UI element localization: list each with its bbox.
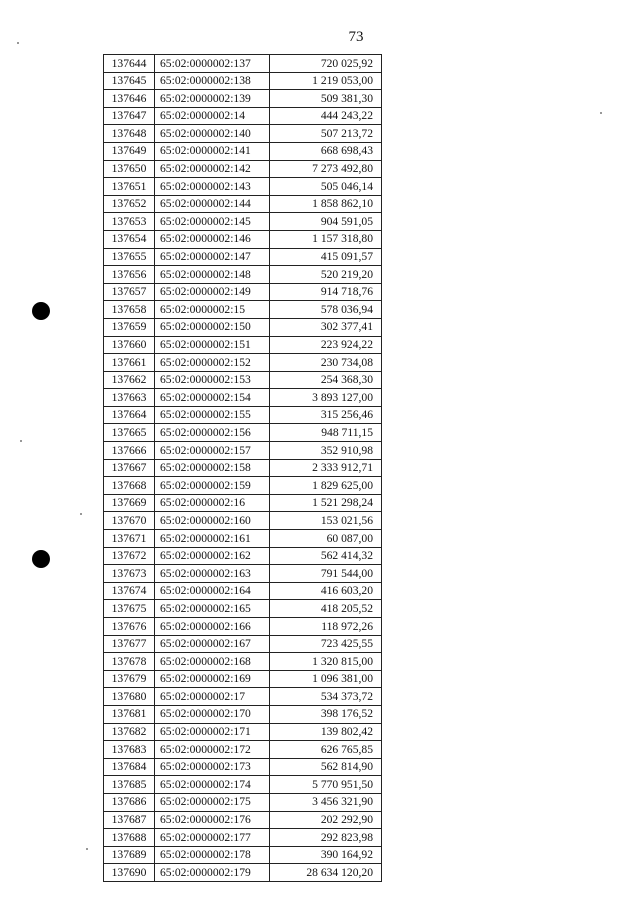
table-row: [104, 107, 382, 125]
cadastral-number-cell: 65:02:0000002:166: [155, 618, 270, 636]
row-id-cell: 137656: [104, 266, 155, 284]
cadastral-number-cell: 65:02:0000002:176: [155, 811, 270, 829]
row-id-cell: 137652: [104, 195, 155, 213]
value-cell: 398 176,52: [270, 705, 382, 723]
scan-speck: [86, 848, 88, 850]
table-row: [104, 318, 382, 336]
value-cell: 2 333 912,71: [270, 459, 382, 477]
row-id-cell: 137669: [104, 494, 155, 512]
row-id-cell: 137664: [104, 406, 155, 424]
value-cell: 520 219,20: [270, 266, 382, 284]
row-id-cell: 137665: [104, 424, 155, 442]
cadastral-number-cell: 65:02:0000002:138: [155, 72, 270, 90]
cadastral-number-cell: 65:02:0000002:155: [155, 406, 270, 424]
table-row: [104, 459, 382, 477]
row-id-cell: 137653: [104, 213, 155, 231]
table-row: [104, 705, 382, 723]
value-cell: 7 273 492,80: [270, 160, 382, 178]
value-cell: 230 734,08: [270, 354, 382, 372]
value-cell: 1 521 298,24: [270, 494, 382, 512]
cadastral-number-cell: 65:02:0000002:147: [155, 248, 270, 266]
table-row: [104, 72, 382, 90]
table-row: [104, 55, 382, 73]
value-cell: 292 823,98: [270, 829, 382, 847]
table-row: [104, 723, 382, 741]
value-cell: 720 025,92: [270, 55, 382, 73]
row-id-cell: 137678: [104, 653, 155, 671]
row-id-cell: 137685: [104, 776, 155, 794]
table-row: [104, 494, 382, 512]
cadastral-number-cell: 65:02:0000002:170: [155, 705, 270, 723]
row-id-cell: 137674: [104, 582, 155, 600]
cadastral-number-cell: 65:02:0000002:149: [155, 283, 270, 301]
table-body: [104, 55, 382, 882]
row-id-cell: 137658: [104, 301, 155, 319]
value-cell: 139 802,42: [270, 723, 382, 741]
cadastral-number-cell: 65:02:0000002:174: [155, 776, 270, 794]
table-row: [104, 741, 382, 759]
row-id-cell: 137679: [104, 670, 155, 688]
scan-speck: [20, 440, 22, 442]
table-row: [104, 283, 382, 301]
cadastral-number-cell: 65:02:0000002:164: [155, 582, 270, 600]
row-id-cell: 137690: [104, 864, 155, 882]
table-row: [104, 371, 382, 389]
value-cell: 352 910,98: [270, 442, 382, 460]
cadastral-number-cell: 65:02:0000002:153: [155, 371, 270, 389]
table-row: [104, 811, 382, 829]
table-row: [104, 688, 382, 706]
cadastral-number-cell: 65:02:0000002:177: [155, 829, 270, 847]
table-row: [104, 653, 382, 671]
value-cell: 444 243,22: [270, 107, 382, 125]
cadastral-number-cell: 65:02:0000002:163: [155, 565, 270, 583]
row-id-cell: 137654: [104, 230, 155, 248]
table-row: [104, 424, 382, 442]
cadastral-number-cell: 65:02:0000002:171: [155, 723, 270, 741]
cadastral-number-cell: 65:02:0000002:167: [155, 635, 270, 653]
cadastral-number-cell: 65:02:0000002:17: [155, 688, 270, 706]
punch-hole-top: [32, 302, 50, 320]
cadastral-number-cell: 65:02:0000002:158: [155, 459, 270, 477]
value-cell: 791 544,00: [270, 565, 382, 583]
row-id-cell: 137680: [104, 688, 155, 706]
table-row: [104, 776, 382, 794]
table-row: [104, 195, 382, 213]
page-number: 73: [348, 29, 364, 45]
value-cell: 3 893 127,00: [270, 389, 382, 407]
table-row: [104, 846, 382, 864]
table-row: [104, 758, 382, 776]
cadastral-number-cell: 65:02:0000002:173: [155, 758, 270, 776]
value-cell: 578 036,94: [270, 301, 382, 319]
cadastral-number-cell: 65:02:0000002:157: [155, 442, 270, 460]
row-id-cell: 137675: [104, 600, 155, 618]
value-cell: 723 425,55: [270, 635, 382, 653]
row-id-cell: 137651: [104, 178, 155, 196]
value-cell: 668 698,43: [270, 142, 382, 160]
cadastral-number-cell: 65:02:0000002:154: [155, 389, 270, 407]
value-cell: 505 046,14: [270, 178, 382, 196]
cadastral-number-cell: 65:02:0000002:141: [155, 142, 270, 160]
table-row: [104, 125, 382, 143]
value-cell: 390 164,92: [270, 846, 382, 864]
row-id-cell: 137655: [104, 248, 155, 266]
cadastral-number-cell: 65:02:0000002:14: [155, 107, 270, 125]
row-id-cell: 137687: [104, 811, 155, 829]
row-id-cell: 137686: [104, 793, 155, 811]
cadastral-number-cell: 65:02:0000002:146: [155, 230, 270, 248]
cadastral-number-cell: 65:02:0000002:156: [155, 424, 270, 442]
table-row: [104, 864, 382, 882]
cadastral-number-cell: 65:02:0000002:160: [155, 512, 270, 530]
table-row: [104, 230, 382, 248]
cadastral-number-cell: 65:02:0000002:172: [155, 741, 270, 759]
value-cell: 1 219 053,00: [270, 72, 382, 90]
scan-speck: [80, 513, 82, 515]
row-id-cell: 137677: [104, 635, 155, 653]
value-cell: 1 829 625,00: [270, 477, 382, 495]
table-row: [104, 670, 382, 688]
cadastral-number-cell: 65:02:0000002:165: [155, 600, 270, 618]
row-id-cell: 137671: [104, 530, 155, 548]
value-cell: 302 377,41: [270, 318, 382, 336]
table-row: [104, 213, 382, 231]
row-id-cell: 137667: [104, 459, 155, 477]
table-row: [104, 248, 382, 266]
cadastral-number-cell: 65:02:0000002:151: [155, 336, 270, 354]
row-id-cell: 137649: [104, 142, 155, 160]
row-id-cell: 137668: [104, 477, 155, 495]
value-cell: 315 256,46: [270, 406, 382, 424]
value-cell: 5 770 951,50: [270, 776, 382, 794]
table-row: [104, 600, 382, 618]
punch-hole-bottom: [32, 550, 50, 568]
row-id-cell: 137684: [104, 758, 155, 776]
row-id-cell: 137681: [104, 705, 155, 723]
value-cell: 534 373,72: [270, 688, 382, 706]
cadastral-number-cell: 65:02:0000002:15: [155, 301, 270, 319]
value-cell: 60 087,00: [270, 530, 382, 548]
row-id-cell: 137648: [104, 125, 155, 143]
table-row: [104, 301, 382, 319]
value-cell: 254 368,30: [270, 371, 382, 389]
table-row: [104, 477, 382, 495]
value-cell: 1 157 318,80: [270, 230, 382, 248]
row-id-cell: 137657: [104, 283, 155, 301]
cadastral-number-cell: 65:02:0000002:162: [155, 547, 270, 565]
table-row: [104, 178, 382, 196]
value-cell: 416 603,20: [270, 582, 382, 600]
table-row: [104, 142, 382, 160]
cadastral-number-cell: 65:02:0000002:137: [155, 55, 270, 73]
cadastral-number-cell: 65:02:0000002:169: [155, 670, 270, 688]
table-row: [104, 618, 382, 636]
row-id-cell: 137673: [104, 565, 155, 583]
value-cell: 904 591,05: [270, 213, 382, 231]
row-id-cell: 137650: [104, 160, 155, 178]
table-row: [104, 160, 382, 178]
table-row: [104, 389, 382, 407]
cadastral-number-cell: 65:02:0000002:143: [155, 178, 270, 196]
row-id-cell: 137672: [104, 547, 155, 565]
table-row: [104, 354, 382, 372]
scan-speck: [600, 112, 602, 114]
value-cell: 202 292,90: [270, 811, 382, 829]
cadastral-value-table: [103, 54, 382, 882]
cadastral-number-cell: 65:02:0000002:159: [155, 477, 270, 495]
cadastral-number-cell: 65:02:0000002:175: [155, 793, 270, 811]
row-id-cell: 137666: [104, 442, 155, 460]
value-cell: 507 213,72: [270, 125, 382, 143]
cadastral-number-cell: 65:02:0000002:142: [155, 160, 270, 178]
cadastral-number-cell: 65:02:0000002:16: [155, 494, 270, 512]
row-id-cell: 137660: [104, 336, 155, 354]
row-id-cell: 137662: [104, 371, 155, 389]
row-id-cell: 137682: [104, 723, 155, 741]
value-cell: 1 096 381,00: [270, 670, 382, 688]
row-id-cell: 137683: [104, 741, 155, 759]
row-id-cell: 137688: [104, 829, 155, 847]
table-row: [104, 266, 382, 284]
table-row: [104, 582, 382, 600]
row-id-cell: 137670: [104, 512, 155, 530]
table-row: [104, 547, 382, 565]
row-id-cell: 137647: [104, 107, 155, 125]
value-cell: 914 718,76: [270, 283, 382, 301]
value-cell: 948 711,15: [270, 424, 382, 442]
cadastral-number-cell: 65:02:0000002:161: [155, 530, 270, 548]
cadastral-number-cell: 65:02:0000002:145: [155, 213, 270, 231]
cadastral-number-cell: 65:02:0000002:140: [155, 125, 270, 143]
table-row: [104, 90, 382, 108]
row-id-cell: 137661: [104, 354, 155, 372]
table-row: [104, 406, 382, 424]
value-cell: 1 858 862,10: [270, 195, 382, 213]
row-id-cell: 137689: [104, 846, 155, 864]
table-row: [104, 512, 382, 530]
value-cell: 562 414,32: [270, 547, 382, 565]
cadastral-number-cell: 65:02:0000002:152: [155, 354, 270, 372]
cadastral-number-cell: 65:02:0000002:179: [155, 864, 270, 882]
value-cell: 118 972,26: [270, 618, 382, 636]
value-cell: 153 021,56: [270, 512, 382, 530]
row-id-cell: 137676: [104, 618, 155, 636]
row-id-cell: 137644: [104, 55, 155, 73]
value-cell: 223 924,22: [270, 336, 382, 354]
table-row: [104, 635, 382, 653]
value-cell: 1 320 815,00: [270, 653, 382, 671]
table-row: [104, 442, 382, 460]
value-cell: 28 634 120,20: [270, 864, 382, 882]
cadastral-number-cell: 65:02:0000002:168: [155, 653, 270, 671]
cadastral-number-cell: 65:02:0000002:150: [155, 318, 270, 336]
row-id-cell: 137646: [104, 90, 155, 108]
scan-speck: [17, 42, 19, 44]
table-row: [104, 793, 382, 811]
value-cell: 415 091,57: [270, 248, 382, 266]
table-row: [104, 565, 382, 583]
value-cell: 626 765,85: [270, 741, 382, 759]
value-cell: 562 814,90: [270, 758, 382, 776]
cadastral-number-cell: 65:02:0000002:178: [155, 846, 270, 864]
row-id-cell: 137659: [104, 318, 155, 336]
row-id-cell: 137663: [104, 389, 155, 407]
cadastral-number-cell: 65:02:0000002:144: [155, 195, 270, 213]
table-row: [104, 829, 382, 847]
value-cell: 509 381,30: [270, 90, 382, 108]
cadastral-number-cell: 65:02:0000002:148: [155, 266, 270, 284]
value-cell: 3 456 321,90: [270, 793, 382, 811]
cadastral-number-cell: 65:02:0000002:139: [155, 90, 270, 108]
table-row: [104, 336, 382, 354]
table-row: [104, 530, 382, 548]
value-cell: 418 205,52: [270, 600, 382, 618]
row-id-cell: 137645: [104, 72, 155, 90]
